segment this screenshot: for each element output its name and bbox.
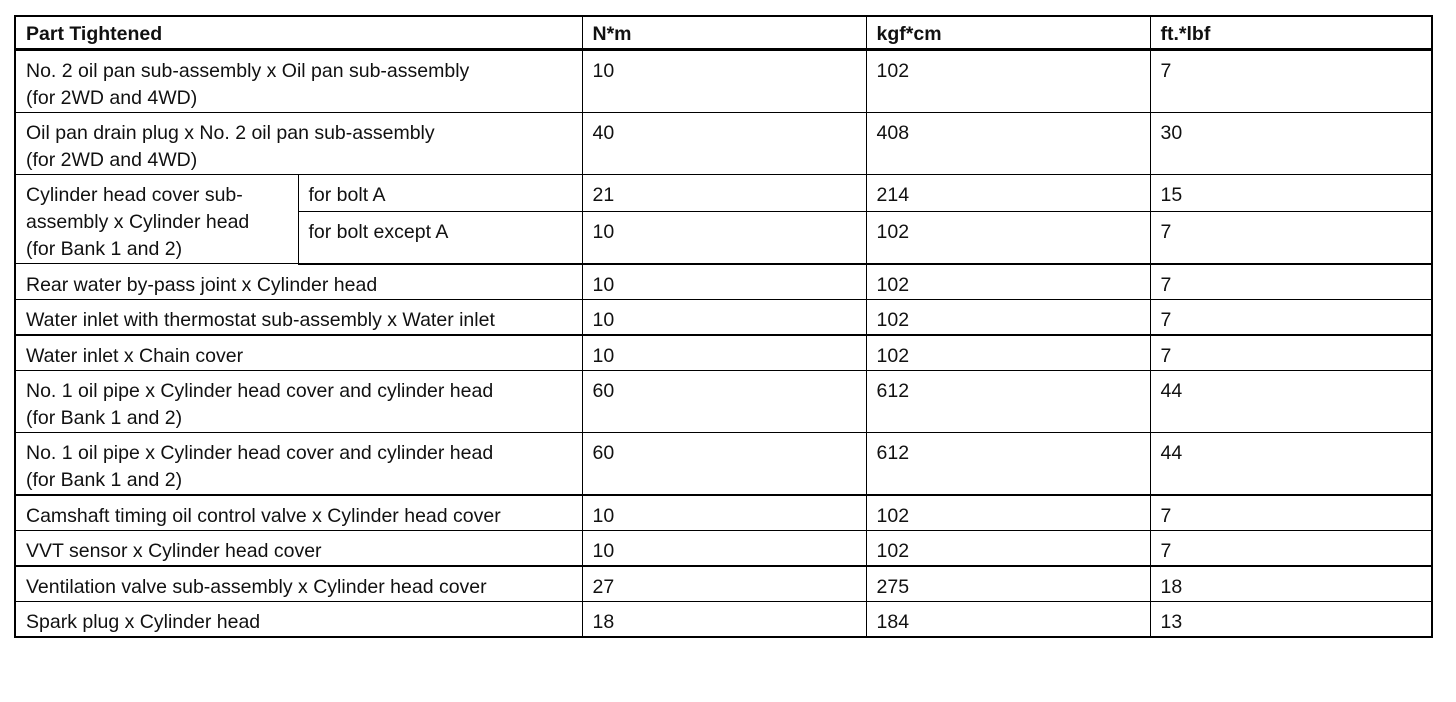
nm-cell: 10 xyxy=(582,530,866,566)
kgfcm-cell: 214 xyxy=(866,175,1150,212)
ftlbf-cell: 7 xyxy=(1150,335,1432,371)
nm-cell: 60 xyxy=(582,370,866,432)
nm-cell: 21 xyxy=(582,175,866,212)
ftlbf-cell: 7 xyxy=(1150,50,1432,113)
table-row xyxy=(15,566,1432,602)
table-row xyxy=(15,299,1432,335)
nm-cell: 10 xyxy=(582,335,866,371)
part-line: Oil pan drain plug x No. 2 oil pan sub-assembly xyxy=(26,122,435,144)
part-line: (for Bank 1 and 2) xyxy=(26,468,183,491)
header-ftlbf: ft.*lbf xyxy=(1150,16,1432,50)
part-cell xyxy=(15,175,298,264)
kgfcm-cell: 102 xyxy=(866,212,1150,264)
ftlbf-cell: 7 xyxy=(1150,530,1432,566)
part-line: (for Bank 1 and 2) xyxy=(26,238,183,260)
ftlbf-cell: 13 xyxy=(1150,601,1432,637)
nm-cell: 10 xyxy=(582,495,866,531)
table-row xyxy=(15,601,1432,637)
part-line: assembly x Cylinder head xyxy=(26,211,250,233)
table-row xyxy=(15,264,1432,300)
header-kgfcm: kgf*cm xyxy=(866,16,1150,50)
kgfcm-cell: 102 xyxy=(866,495,1150,531)
table-row xyxy=(15,113,1432,175)
sub-part-cell: for bolt except A xyxy=(298,212,582,264)
part-cell xyxy=(15,370,582,432)
ftlbf-cell: 7 xyxy=(1150,264,1432,300)
table-row xyxy=(15,50,1432,113)
table-header-row xyxy=(15,16,1432,50)
part-line: No. 1 oil pipe x Cylinder head cover and cylinder head xyxy=(26,379,494,402)
ftlbf-cell: 15 xyxy=(1150,175,1432,212)
part-line: (for 2WD and 4WD) xyxy=(26,87,198,109)
nm-cell: 60 xyxy=(582,432,866,495)
kgfcm-cell: 184 xyxy=(866,601,1150,637)
ftlbf-cell: 30 xyxy=(1150,113,1432,175)
table-row xyxy=(15,175,1432,212)
ftlbf-cell: 7 xyxy=(1150,299,1432,335)
table-row xyxy=(15,495,1432,531)
nm-cell: 10 xyxy=(582,50,866,113)
nm-cell: 10 xyxy=(582,299,866,335)
ftlbf-cell: 44 xyxy=(1150,370,1432,432)
part-cell: Spark plug x Cylinder head xyxy=(15,601,582,637)
part-cell xyxy=(15,432,582,495)
nm-cell: 40 xyxy=(582,113,866,175)
table-row xyxy=(15,335,1432,371)
ftlbf-cell: 7 xyxy=(1150,212,1432,264)
kgfcm-cell: 408 xyxy=(866,113,1150,175)
kgfcm-cell: 275 xyxy=(866,566,1150,602)
part-line: Cylinder head cover sub- xyxy=(26,184,243,206)
torque-spec-table xyxy=(14,15,1433,638)
ftlbf-cell: 7 xyxy=(1150,495,1432,531)
kgfcm-cell: 102 xyxy=(866,530,1150,566)
ftlbf-cell: 18 xyxy=(1150,566,1432,602)
nm-cell: 18 xyxy=(582,601,866,637)
header-nm: N*m xyxy=(582,16,866,50)
table-row xyxy=(15,530,1432,566)
part-cell: Water inlet x Chain cover xyxy=(15,335,582,371)
sub-part-cell: for bolt A xyxy=(298,175,582,212)
part-line: No. 2 oil pan sub-assembly x Oil pan sub-assembly xyxy=(26,60,470,82)
kgfcm-cell: 102 xyxy=(866,264,1150,300)
nm-cell: 10 xyxy=(582,212,866,264)
part-cell: Camshaft timing oil control valve x Cylinder head cover xyxy=(15,495,582,531)
kgfcm-cell: 612 xyxy=(866,432,1150,495)
nm-cell: 10 xyxy=(582,264,866,300)
nm-cell: 27 xyxy=(582,566,866,602)
kgfcm-cell: 102 xyxy=(866,299,1150,335)
kgfcm-cell: 612 xyxy=(866,370,1150,432)
part-cell: Rear water by-pass joint x Cylinder head xyxy=(15,264,582,300)
table-row xyxy=(15,370,1432,432)
ftlbf-cell: 44 xyxy=(1150,432,1432,495)
kgfcm-cell: 102 xyxy=(866,50,1150,113)
kgfcm-cell: 102 xyxy=(866,335,1150,371)
header-part-tightened: Part Tightened xyxy=(15,16,582,50)
part-cell: Ventilation valve sub-assembly x Cylinder head cover xyxy=(15,566,582,602)
table-row xyxy=(15,432,1432,495)
part-cell: VVT sensor x Cylinder head cover xyxy=(15,530,582,566)
part-cell: Water inlet with thermostat sub-assembly x Water inlet xyxy=(15,299,582,335)
part-cell xyxy=(15,113,582,175)
part-line: (for Bank 1 and 2) xyxy=(26,406,183,429)
part-line: No. 1 oil pipe x Cylinder head cover and cylinder head xyxy=(26,441,494,464)
part-line: (for 2WD and 4WD) xyxy=(26,149,198,171)
part-cell xyxy=(15,50,582,113)
